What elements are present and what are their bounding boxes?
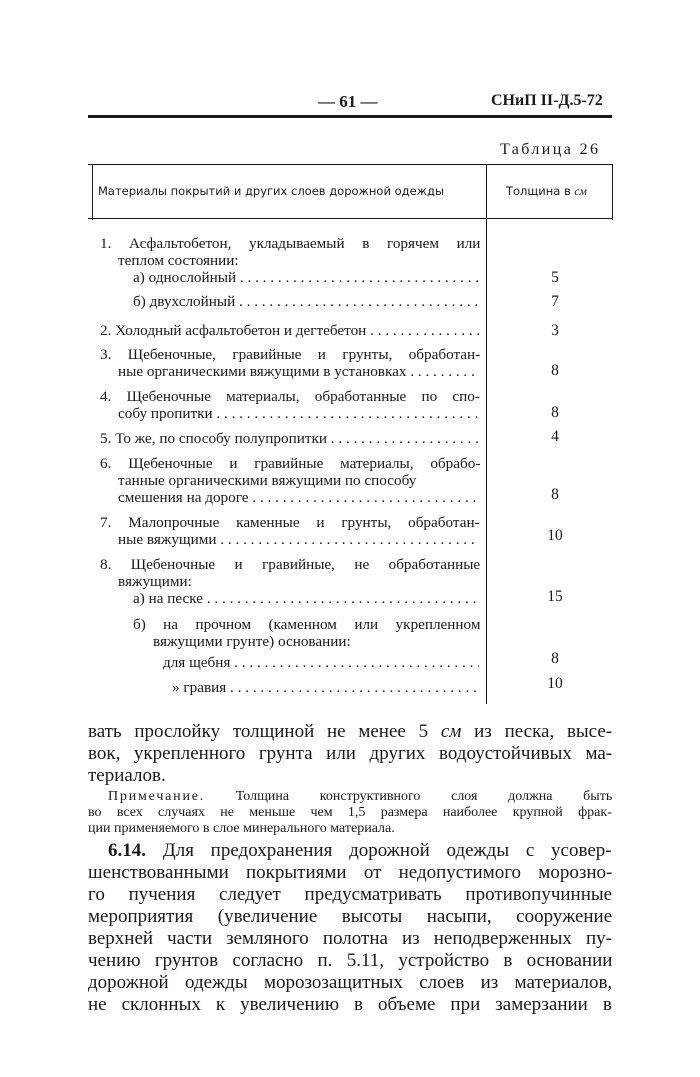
row-1b-label: б) двухслойный . . . bbox=[133, 293, 479, 310]
row-8b-sub-1-label: для щебня . . . bbox=[163, 654, 479, 671]
row-1-line-1: 1. Асфальтобетон, укладываемый в горячем или bbox=[100, 235, 481, 252]
row-8b-line-2: вяжущими грунте) основании: bbox=[153, 633, 351, 650]
row-7-line-2: ные вяжущими . . . bbox=[118, 531, 479, 548]
table-top-border bbox=[88, 164, 612, 165]
row-6-line-3: смешения на дороге . . . bbox=[118, 489, 479, 506]
table-left-border bbox=[92, 164, 93, 220]
continuation-line-3: териалов. bbox=[88, 765, 166, 786]
row-7-line-1: 7. Малопрочные каменные и грунты, обработан- bbox=[100, 514, 480, 531]
section-6-14-line-6: чению грунтов согласно п. 5.11, устройство в основании bbox=[88, 950, 613, 971]
section-6-14-line-4: мероприятия (увеличение высоты насыпи, сооружение bbox=[88, 906, 613, 927]
row-8-line-2: вяжущими: bbox=[118, 573, 192, 590]
row-1b-value: 7 bbox=[551, 293, 559, 310]
row-8b-sub-1-value: 8 bbox=[551, 650, 559, 667]
document-code: СНиП II-Д.5-72 bbox=[491, 92, 603, 109]
table-right-border bbox=[612, 164, 613, 220]
row-1-line-2: теплом состоянии: bbox=[118, 252, 239, 269]
header-rule bbox=[88, 115, 612, 118]
section-6-14-line-8: не склонных к увеличению в объеме при замерзании в bbox=[88, 994, 612, 1015]
continuation-line-2: вок, укрепленного грунта или других водоустойчивых ма- bbox=[88, 743, 613, 764]
row-8b-line-1: б) на прочном (каменном или укрепленном bbox=[133, 616, 481, 633]
note-line-3: ции применяемого в слое минерального материала. bbox=[88, 821, 395, 836]
row-6-value: 8 bbox=[551, 486, 559, 503]
row-3-line-2: ные органическими вяжущими в установках . . . bbox=[118, 363, 479, 380]
row-5-label: 5. То же, по способу полупропитки . . . bbox=[100, 430, 479, 447]
note-label: Примечание. bbox=[108, 789, 206, 804]
row-2-value: 3 bbox=[551, 322, 559, 339]
row-4-line-2: собу пропитки . . . bbox=[118, 405, 479, 422]
row-8b-sub-2-label: » гравия . . . bbox=[172, 679, 479, 696]
section-6-14-line-1: 6.14. Для предохранения дорожной одежды с усовер- bbox=[108, 840, 612, 861]
column-header-materials: Материалы покрытий и других слоев дорожной одежды bbox=[98, 184, 445, 198]
row-1a-value: 5 bbox=[551, 269, 559, 286]
row-2-label: 2. Холодный асфальтобетон и дегтебетон . . . bbox=[100, 322, 479, 339]
section-number: 6.14. bbox=[108, 840, 146, 861]
row-8a-value: 15 bbox=[547, 588, 563, 605]
column-header-thickness: Толщина в см bbox=[506, 184, 587, 198]
row-6-line-1: 6. Щебеночные и гравийные материалы, обрабо- bbox=[100, 455, 481, 472]
section-6-14-line-2: шенствованными покрытиями от недопустимого морозно- bbox=[88, 862, 613, 883]
row-5-value: 4 bbox=[551, 428, 559, 445]
row-4-value: 8 bbox=[551, 404, 559, 421]
page-number: — 61 — bbox=[318, 92, 378, 111]
section-6-14-line-5: верхней части земляного полотна из неподверженных пу- bbox=[88, 928, 612, 949]
continuation-line-1: вать прослойку толщиной не менее 5 см из песка, высе- bbox=[88, 721, 613, 742]
row-8b-sub-2-value: 10 bbox=[547, 675, 563, 692]
row-8a-label: а) на песке . . . bbox=[133, 590, 479, 607]
table-header-separator bbox=[88, 218, 612, 219]
row-7-value: 10 bbox=[547, 527, 563, 544]
row-3-value: 8 bbox=[551, 362, 559, 379]
table-column-divider bbox=[486, 164, 487, 704]
row-4-line-1: 4. Щебеночные материалы, обработанные по спо- bbox=[100, 388, 480, 405]
section-6-14-line-3: го пучения следует предусматривать противопучинные bbox=[88, 884, 613, 905]
note-line-1: Примечание. Толщина конструктивного слоя должна быть bbox=[108, 789, 613, 804]
table-caption: Таблица 26 bbox=[500, 141, 601, 158]
row-1a-label: а) однослойный . . . bbox=[133, 269, 479, 286]
note-line-2: во всех случаях не меньше чем 1,5 размера наиболее крупной фрак- bbox=[88, 805, 612, 820]
row-6-line-2: танные органическими вяжущими по способу bbox=[118, 472, 417, 489]
section-6-14-line-7: дорожной одежды морозозащитных слоев из материалов, bbox=[88, 972, 613, 993]
row-3-line-1: 3. Щебеночные, гравийные и грунты, обработан- bbox=[100, 346, 481, 363]
row-8-line-1: 8. Щебеночные и гравийные, не обработанные bbox=[100, 556, 481, 573]
